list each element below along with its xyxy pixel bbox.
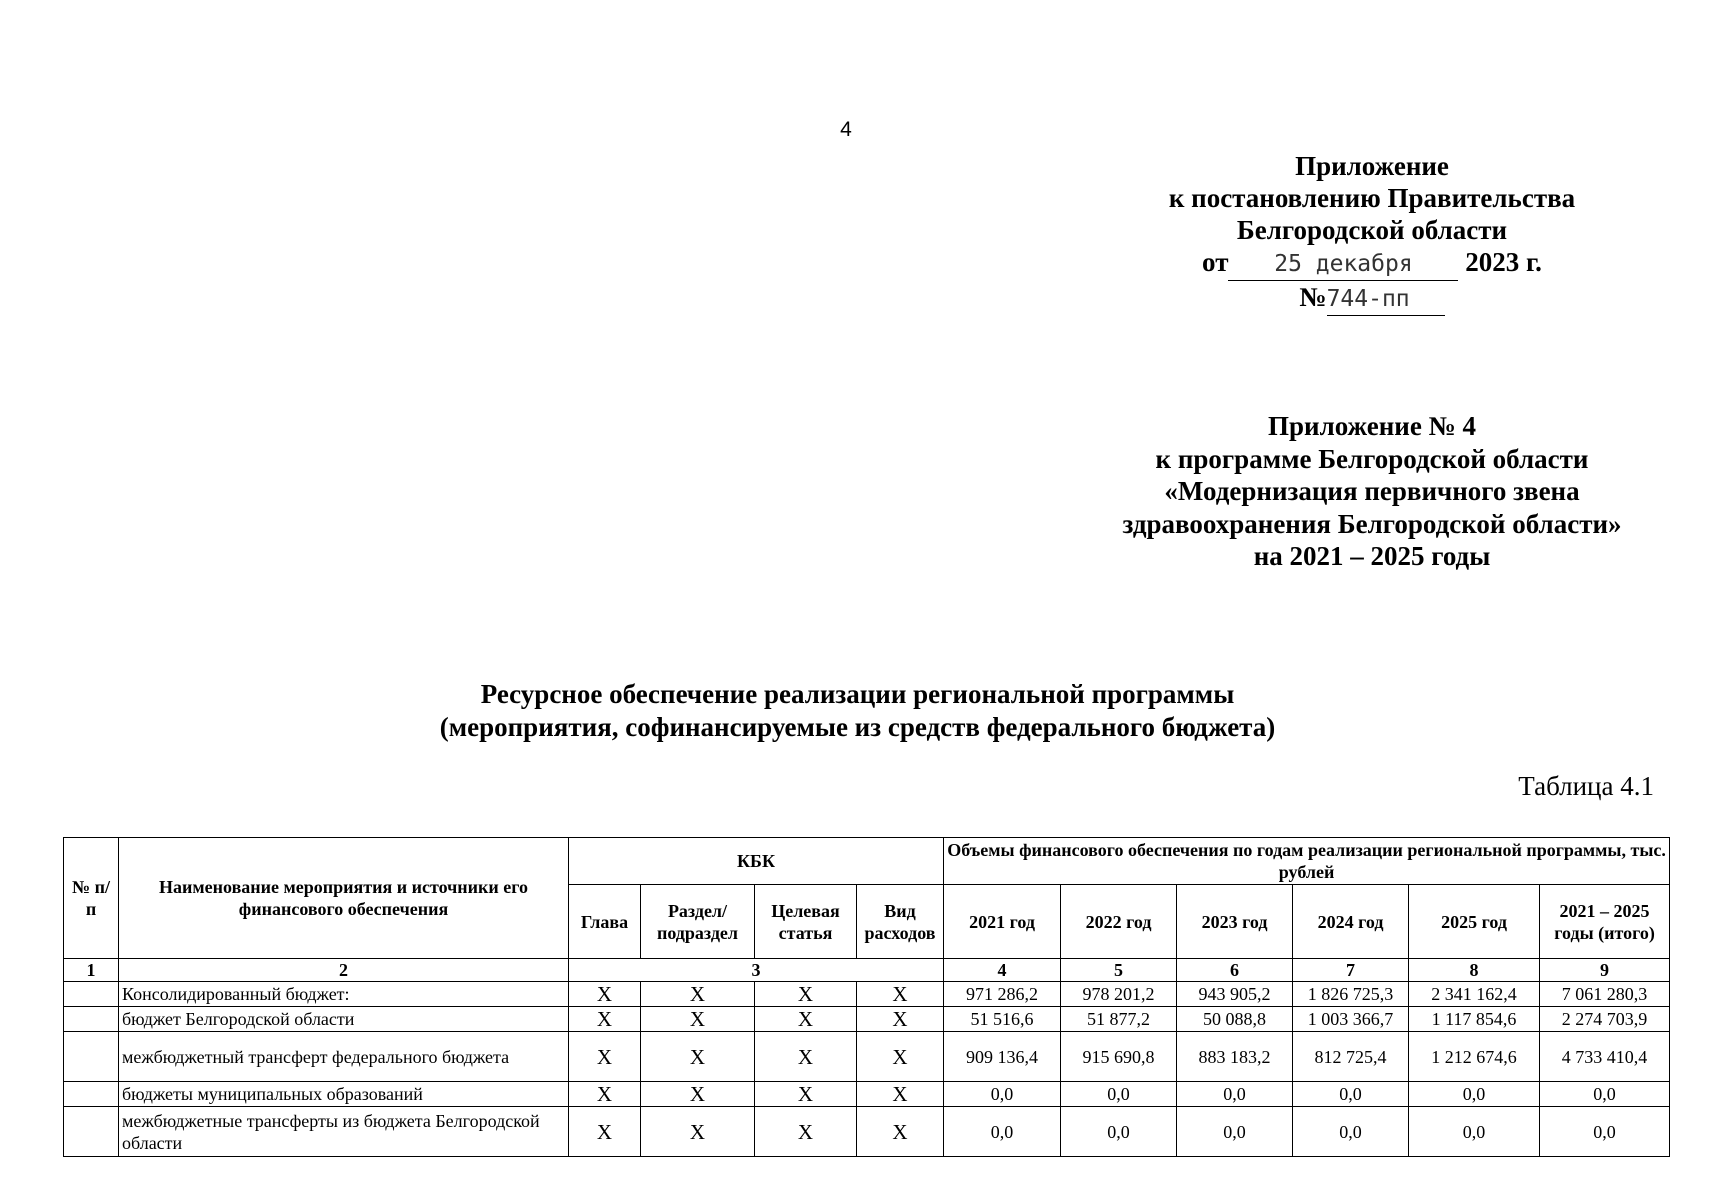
kbk-celevaya: Х [755,1007,857,1032]
resolution-number-line [1112,281,1632,316]
column-index: 1 [64,959,119,982]
value-total: 4 733 410,4 [1540,1032,1670,1082]
kbk-celevaya: Х [755,982,857,1007]
kbk-glava: Х [569,1107,641,1157]
value-total: 7 061 280,3 [1540,982,1670,1007]
resolution-header [1112,150,1632,316]
value-2024: 0,0 [1293,1107,1409,1157]
kbk-vid: Х [857,1007,944,1032]
column-index: 8 [1409,959,1540,982]
header-2025: 2025 год [1409,885,1540,959]
column-index: 5 [1061,959,1177,982]
date-suffix: 2023 г. [1465,247,1542,277]
resolution-date-line [1112,246,1632,281]
row-name: межбюджетный трансферт федерального бюджета [119,1032,569,1082]
value-2021: 0,0 [944,1082,1061,1107]
page-number: 4 [840,118,852,141]
kbk-glava: Х [569,1082,641,1107]
resolution-line-2: к постановлению Правительства [1168,183,1576,213]
row-name: бюджет Белгородской области [119,1007,569,1032]
value-2023: 0,0 [1177,1107,1293,1157]
number-prefix: № [1299,282,1327,312]
resolution-line-1: Приложение [1295,151,1449,181]
program-line-5: на 2021 – 2025 годы [1253,541,1491,571]
value-2023: 943 905,2 [1177,982,1293,1007]
kbk-razdel: Х [641,1007,755,1032]
header-num: № п/п [64,838,119,959]
table-row [64,982,1670,1007]
header-name: Наименование мероприятия и источники его финансового обеспечения [119,838,569,959]
value-2021: 971 286,2 [944,982,1061,1007]
value-2025: 1 117 854,6 [1409,1007,1540,1032]
program-line-4: здравоохранения Белгородской области» [1122,508,1622,539]
value-2025: 2 341 162,4 [1409,982,1540,1007]
program-line-1: Приложение № 4 [1268,411,1476,441]
value-2022: 0,0 [1061,1082,1177,1107]
value-2023: 0,0 [1177,1082,1293,1107]
value-2025: 0,0 [1409,1082,1540,1107]
row-name: бюджеты муниципальных образований [119,1082,569,1107]
kbk-razdel: Х [641,982,755,1007]
table-label: Таблица 4.1 [1518,771,1654,801]
column-index: 2 [119,959,569,982]
header-volumes: Объемы финансового обеспечения по годам реализации региональной программы, тыс. рублей [944,838,1670,885]
program-line-3: «Модернизация первичного звена [1164,476,1580,506]
value-2022: 51 877,2 [1061,1007,1177,1032]
funding-table [63,837,1670,1157]
value-2021: 909 136,4 [944,1032,1061,1082]
column-index: 4 [944,959,1061,982]
header-kbk: КБК [569,838,944,885]
value-2024: 812 725,4 [1293,1032,1409,1082]
kbk-vid: Х [857,1082,944,1107]
kbk-razdel: Х [641,1107,755,1157]
kbk-razdel: Х [641,1032,755,1082]
date-prefix: от [1202,247,1229,277]
value-2025: 1 212 674,6 [1409,1032,1540,1082]
column-index: 3 [569,959,944,982]
table-row [64,1082,1670,1107]
kbk-celevaya: Х [755,1107,857,1157]
header-celevaya: Целевая статья [755,885,857,959]
value-2022: 0,0 [1061,1107,1177,1157]
resolution-line-3: Белгородской области [1236,215,1508,245]
column-index: 6 [1177,959,1293,982]
value-2021: 51 516,6 [944,1007,1061,1032]
value-2022: 915 690,8 [1061,1032,1177,1082]
title-line-2: (мероприятия, софинансируемые из средств федерального бюджета) [439,712,1276,742]
row-num [64,1032,119,1082]
kbk-glava: Х [569,1007,641,1032]
value-2021: 0,0 [944,1107,1061,1157]
program-line-2: к программе Белгородской области [1155,443,1589,474]
header-glava: Глава [569,885,641,959]
kbk-vid: Х [857,1107,944,1157]
table-row [64,1032,1670,1082]
row-num [64,982,119,1007]
value-total: 2 274 703,9 [1540,1007,1670,1032]
resolution-number: 744-пп [1327,283,1445,316]
header-2022: 2022 год [1061,885,1177,959]
kbk-celevaya: Х [755,1032,857,1082]
value-2022: 978 201,2 [1061,982,1177,1007]
resolution-date: 25 декабря [1228,248,1458,281]
header-total: 2021 – 2025 годы (итого) [1540,885,1670,959]
header-2021: 2021 год [944,885,1061,959]
header-vid: Вид расходов [857,885,944,959]
kbk-vid: Х [857,1032,944,1082]
table-row [64,1007,1670,1032]
row-num [64,1007,119,1032]
value-2024: 0,0 [1293,1082,1409,1107]
column-index: 9 [1540,959,1670,982]
kbk-glava: Х [569,982,641,1007]
header-2024: 2024 год [1293,885,1409,959]
header-2023: 2023 год [1177,885,1293,959]
value-total: 0,0 [1540,1107,1670,1157]
header-row-1 [64,838,1670,885]
kbk-vid: Х [857,982,944,1007]
row-num [64,1107,119,1157]
value-2024: 1 826 725,3 [1293,982,1409,1007]
value-2024: 1 003 366,7 [1293,1007,1409,1032]
column-index-row [64,959,1670,982]
document-title [300,678,1415,744]
header-razdel: Раздел/ подраздел [641,885,755,959]
kbk-razdel: Х [641,1082,755,1107]
row-name: Консолидированный бюджет: [119,982,569,1007]
row-name: межбюджетные трансферты из бюджета Белгородской области [119,1107,569,1157]
value-2025: 0,0 [1409,1107,1540,1157]
kbk-celevaya: Х [755,1082,857,1107]
table-row [64,1107,1670,1157]
kbk-glava: Х [569,1032,641,1082]
column-index: 7 [1293,959,1409,982]
value-2023: 883 183,2 [1177,1032,1293,1082]
title-line-1: Ресурсное обеспечение реализации региональной программы [480,679,1235,709]
value-2023: 50 088,8 [1177,1007,1293,1032]
program-appendix-header [1092,410,1652,573]
value-total: 0,0 [1540,1082,1670,1107]
row-num [64,1082,119,1107]
